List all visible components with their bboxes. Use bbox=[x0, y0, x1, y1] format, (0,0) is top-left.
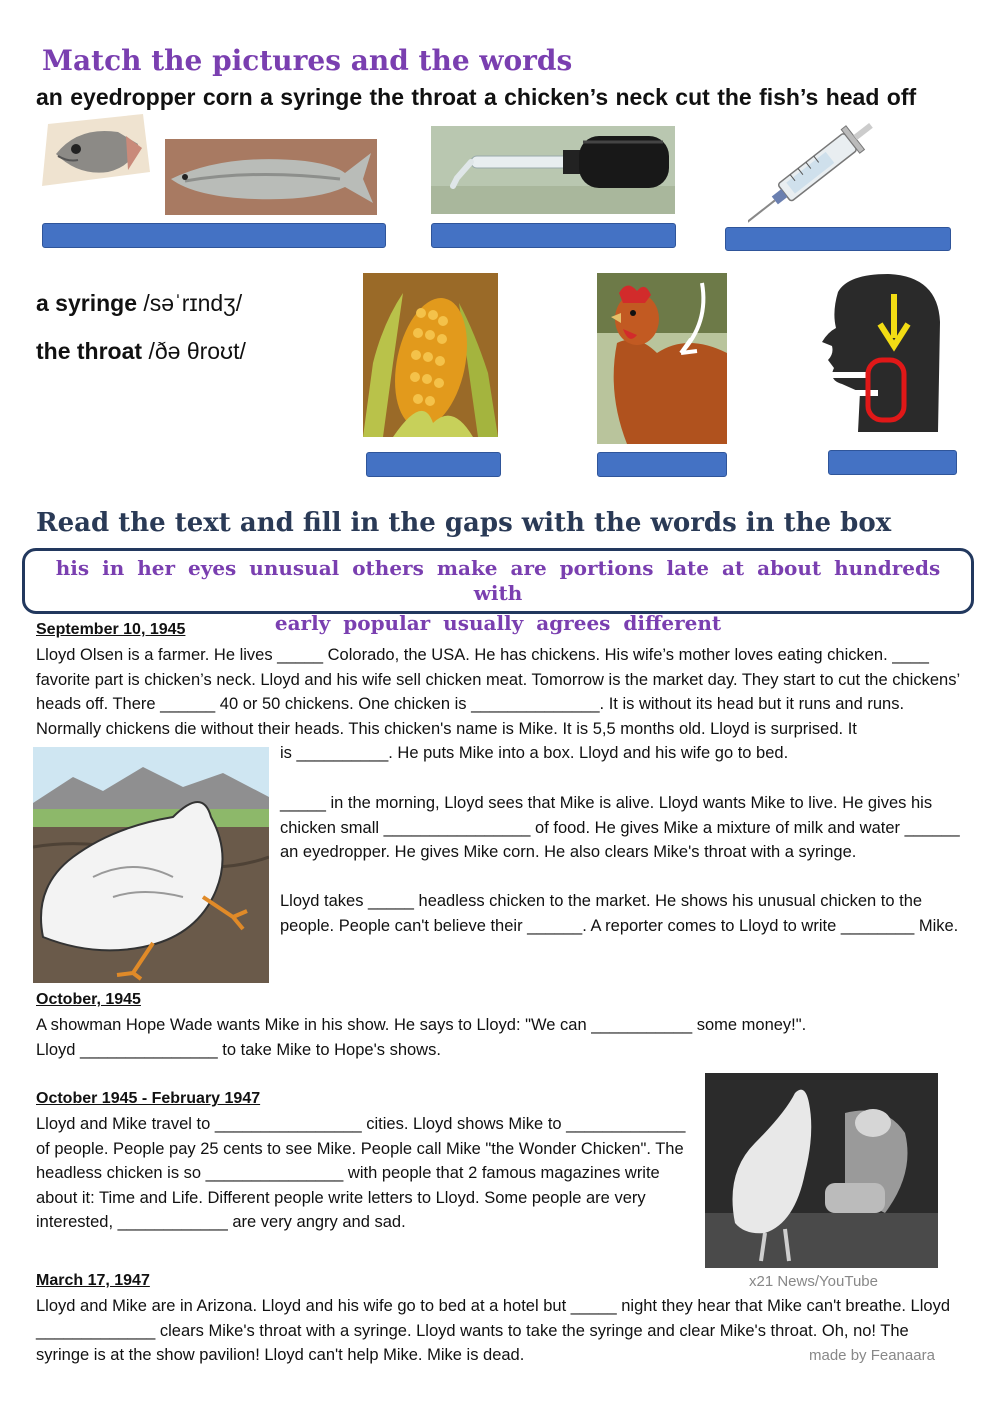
paragraph-1-continued: is __________. He puts Mike into a box. Lloyd and his wife go to bed. bbox=[280, 744, 789, 762]
paragraph-5: Lloyd and Mike travel to ________________ cities. Lloyd shows Mike to _____________ of people. People pay 25 cents to see Mike. People call Mike "the Wonder Chicken". The headless chicken is so _______________ with people that 2 famous magazines write about it: Time and Life. Different people write letters to Lloyd. Some people are very interested, ____________ are very angry and sad. bbox=[36, 1115, 686, 1232]
vocab-syringe-word: a syringe bbox=[36, 290, 137, 316]
paragraph-4 bbox=[36, 1013, 960, 1062]
vocab-syringe bbox=[36, 290, 242, 317]
mike-photo bbox=[705, 1073, 938, 1268]
throat-image bbox=[818, 272, 952, 432]
answer-box-chicken-neck[interactable] bbox=[597, 452, 727, 477]
word-list: an eyedropper corn a syringe the throat a chicken’s neck cut the fish’s head off bbox=[36, 84, 917, 110]
headless-chicken-illustration bbox=[33, 747, 269, 983]
vocab-throat-ipa: /ðə θroʊt/ bbox=[148, 338, 246, 364]
answer-box-throat[interactable] bbox=[828, 450, 957, 475]
paragraph-4-line1: A showman Hope Wade wants Mike in his show. He says to Lloyd: "We can ___________ some money!". bbox=[36, 1016, 807, 1034]
photo-credit: x21 News/YouTube bbox=[749, 1273, 878, 1290]
word-box-line1: his in her eyes unusual others make are portions late at about hundreds with bbox=[55, 556, 941, 605]
paragraph-3: Lloyd takes _____ headless chicken to the market. He shows his unusual chicken to the people. People can't believe their ______. A reporter comes to Lloyd to write ________ Mike. bbox=[280, 892, 959, 935]
vocab-syringe-ipa: /səˈrɪndʒ/ bbox=[143, 290, 243, 316]
chicken-neck-image bbox=[597, 273, 727, 444]
word-box-line2: early popular usually agrees different bbox=[274, 611, 722, 635]
fish-head-image bbox=[38, 114, 153, 189]
date-oct-1945-feb-1947: October 1945 - February 1947 bbox=[36, 1090, 261, 1107]
paragraph-2: _____ in the morning, Lloyd sees that Mike is alive. Lloyd wants Mike to live. He gives his chicken small ________________ of food. He gives Mike a mixture of milk and water ______ an eyedropper. He gives Mike corn. He also clears Mike's throat with a syringe. bbox=[280, 794, 960, 862]
section1-title: Match the pictures and the words bbox=[42, 44, 573, 77]
vocab-throat-word: the throat bbox=[36, 338, 143, 364]
made-by-credit: made by Feanaara bbox=[809, 1347, 935, 1364]
eyedropper-image bbox=[431, 126, 675, 214]
fish-body-image bbox=[165, 139, 377, 215]
date-oct-1945: October, 1945 bbox=[36, 991, 141, 1008]
corn-image bbox=[363, 273, 498, 437]
answer-box-fish[interactable] bbox=[42, 223, 386, 248]
answer-box-eyedropper[interactable] bbox=[431, 223, 676, 248]
vocab-throat bbox=[36, 338, 246, 365]
date-sep-1945: September 10, 1945 bbox=[36, 621, 186, 638]
date-mar-1947: March 17, 1947 bbox=[36, 1272, 150, 1289]
answer-box-syringe[interactable] bbox=[725, 227, 951, 251]
paragraph-4-line2: Lloyd _______________ to take Mike to Hope's shows. bbox=[36, 1040, 441, 1059]
syringe-image bbox=[748, 112, 890, 224]
answer-box-corn[interactable] bbox=[366, 452, 501, 477]
section2-title: Read the text and fill in the gaps with the words in the box bbox=[36, 508, 892, 538]
paragraph-1: Lloyd Olsen is a farmer. He lives _____ Colorado, the USA. He has chickens. His wife’s mother loves eating chicken. ____ favorite part is chicken’s neck. Lloyd and his wife sell chicken meat. Tomorrow is the market day. They start to cut the chickens’ heads off. There ______ 40 or 50 chickens. One chicken is ______________. It is without its head but it runs and runs. Normally chickens die without their heads. This chicken's name is Mike. It is 5,5 months old. Lloyd is surprised. It bbox=[36, 646, 960, 738]
paragraph-6: Lloyd and Mike are in Arizona. Lloyd and his wife go to bed at a hotel but _____ night they hear that Mike can't breathe. Lloyd _____________ clears Mike's throat with a syringe. Lloyd wants to take the syringe and clear Mike's throat. Oh, no! The syringe is at the show pavilion! Lloyd can't help Mike. Mike is dead. bbox=[36, 1297, 950, 1365]
